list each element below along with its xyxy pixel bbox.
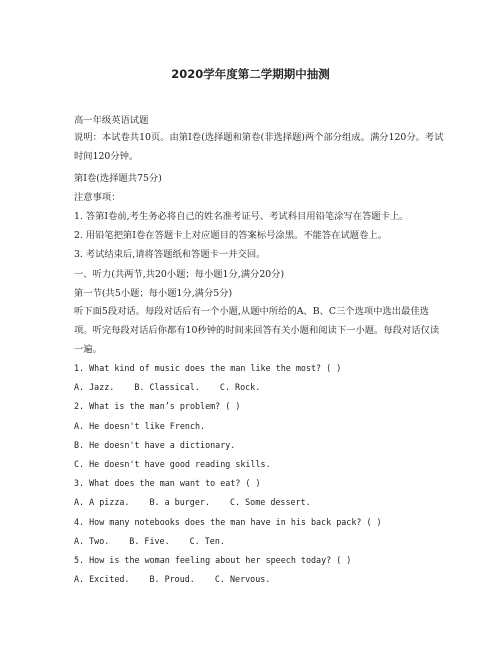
subtitle: 高一年级英语试题 <box>74 115 149 126</box>
section-heading: 一、听力(共两节,共20小题；每小题1分,满分20分) <box>74 269 285 280</box>
question-options <box>74 535 446 548</box>
option: B. Five. <box>129 536 170 546</box>
option: C. Ten. <box>189 536 225 546</box>
question-text: 1. What kind of music does the man like the most? ( ) <box>74 363 342 373</box>
option: B. a burger. <box>149 497 210 507</box>
note-item: 1. 答第Ⅰ卷前,考生务必将自己的姓名准考证号、考试科目用铅笔涂写在答题卡上。 <box>74 211 409 222</box>
option: C. Some dessert. <box>229 497 311 507</box>
option: B. Classical. <box>134 382 200 392</box>
part1-heading: 第Ⅰ卷(选择题共75分) <box>74 173 162 184</box>
option: C. Rock. <box>219 382 261 392</box>
question-text: 2. What is the man’s problem? ( ) <box>74 401 241 411</box>
option: B. Proud. <box>149 574 195 584</box>
section-part-heading: 第一节(共5小题；每小题1分,满分5分) <box>74 288 233 299</box>
option: C. He doesn't have good reading skills. <box>74 459 271 469</box>
note-item: 2. 用铅笔把第Ⅰ卷在答题卡上对应题目的答案标号涂黑。不能答在试题卷上。 <box>74 230 387 241</box>
question-options <box>74 381 446 394</box>
question-options <box>74 496 446 509</box>
instructions-text: 听下面5段对话。每段对话后有一个小题,从题中所给的A、B、C三个选项中选出最佳选项。听完每段对话后你都有10秒钟的时间来回答有关小题和阅读下一小题。每段对话仅读一遍。 <box>74 306 440 355</box>
page-title: 2020学年度第二学期期中抽测 <box>171 67 330 81</box>
option: A. Jazz. <box>74 382 115 392</box>
question-text: 3. What does the man want to eat? ( ) <box>74 478 261 488</box>
option: A. A pizza. <box>74 497 130 507</box>
option: A. Excited. <box>74 574 130 584</box>
option: A. Two. <box>74 536 110 546</box>
option: B. He doesn't have a dictionary. <box>74 440 236 450</box>
notes-heading: 注意事项： <box>74 192 121 203</box>
question-text: 5. How is the woman feeling about her speech today? ( ) <box>74 555 352 565</box>
intro-text: 说明：本试卷共10页。由第Ⅰ卷(选择题和第卷(非选择题)两个部分组成。满分120分。考试时间120分钟。 <box>74 132 444 162</box>
option: A. He doesn't like French. <box>74 421 206 431</box>
note-item: 3. 考试结束后,请将答题纸和答题卡一并交回。 <box>74 249 266 260</box>
question-text: 4. How many notebooks does the man have in his back pack? ( ) <box>74 517 382 527</box>
question-options <box>74 573 446 586</box>
option: C. Nervous. <box>214 574 271 584</box>
